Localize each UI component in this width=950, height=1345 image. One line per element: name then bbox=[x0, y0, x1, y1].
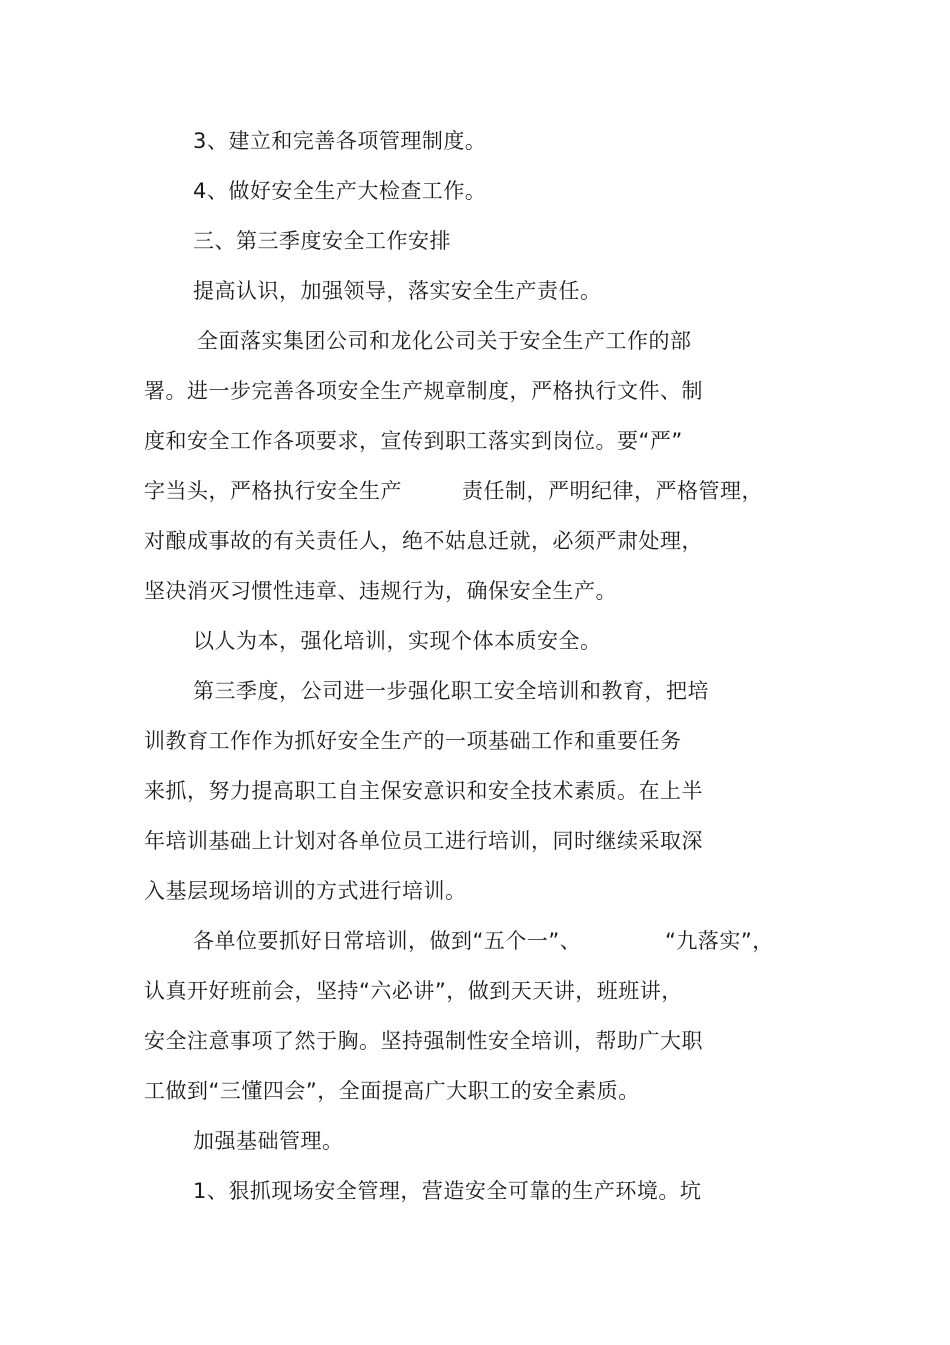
text-line: 各单位要抓好日常培训，做到“五个一”、 bbox=[193, 929, 582, 953]
text-line: 3、建立和完善各项管理制度。 bbox=[193, 129, 487, 153]
text-line: 对酿成事故的有关责任人，绝不姑息迁就，必须严肃处理， bbox=[144, 529, 703, 553]
subheading: 提高认识，加强领导，落实安全生产责任。 bbox=[193, 279, 602, 303]
text-line: 第三季度，公司进一步强化职工安全培训和教育，把培 bbox=[193, 679, 709, 703]
subheading: 以人为本，强化培训，实现个体本质安全。 bbox=[193, 629, 602, 653]
text-line: 全面落实集团公司和龙化公司关于安全生产工作的部 bbox=[197, 329, 692, 353]
text-line: 坚决消灭习惯性违章、违规行为，确保安全生产。 bbox=[144, 579, 617, 603]
text-line: 1、狠抓现场安全管理，营造安全可靠的生产环境。坑 bbox=[193, 1179, 702, 1203]
text-line: 责任制，严明纪律，严格管理， bbox=[462, 479, 763, 503]
text-line: 4、做好安全生产大检查工作。 bbox=[193, 179, 487, 203]
text-line: 度和安全工作各项要求，宣传到职工落实到岗位。要“严” bbox=[144, 429, 683, 453]
text-line: 训教育工作作为抓好安全生产的一项基础工作和重要任务 bbox=[144, 729, 682, 753]
text-line: 来抓，努力提高职工自主保安意识和安全技术素质。在上半 bbox=[144, 779, 703, 803]
text-line: 入基层现场培训的方式进行培训。 bbox=[144, 879, 467, 903]
text-line: 年培训基础上计划对各单位员工进行培训，同时继续采取深 bbox=[144, 829, 703, 853]
text-line: 认真开好班前会，坚持“六必讲”，做到天天讲，班班讲， bbox=[144, 979, 683, 1003]
section-heading: 三、第三季度安全工作安排 bbox=[193, 229, 451, 253]
text-line: 署。进一步完善各项安全生产规章制度，严格执行文件、制 bbox=[144, 379, 703, 403]
text-line: 字当头，严格执行安全生产 bbox=[144, 479, 402, 503]
text-line: “九落实”， bbox=[665, 929, 774, 953]
text-line: 安全注意事项了然于胸。坚持强制性安全培训，帮助广大职 bbox=[144, 1029, 703, 1053]
text-line: 工做到“三懂四会”，全面提高广大职工的安全素质。 bbox=[144, 1079, 640, 1103]
subheading: 加强基础管理。 bbox=[193, 1129, 344, 1153]
